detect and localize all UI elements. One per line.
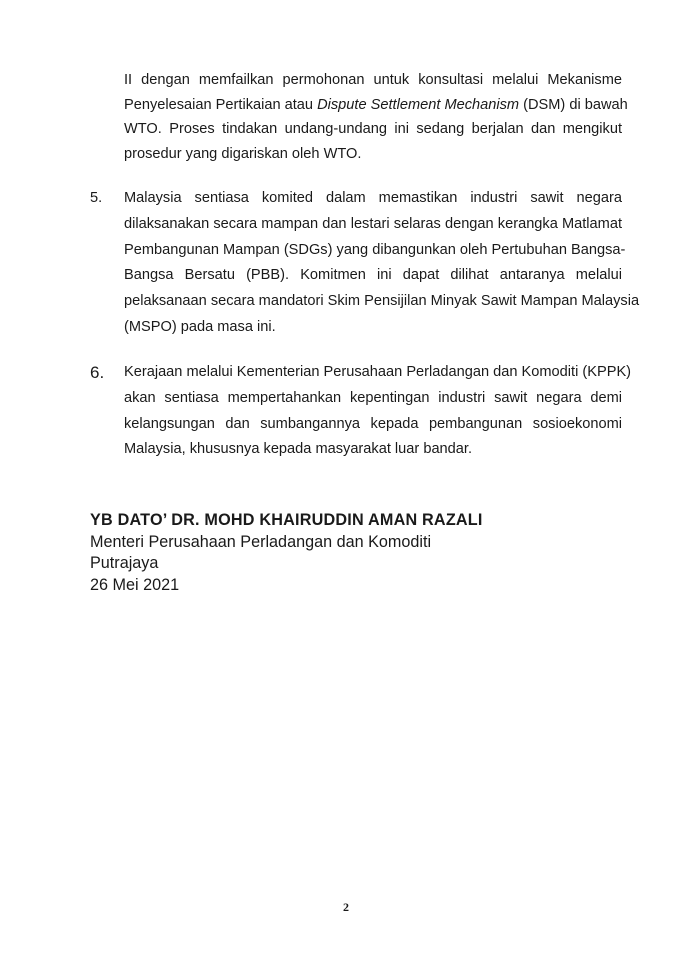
signature-place: Putrajaya <box>90 554 159 572</box>
paragraph-line: pelaksanaan secara mandatori Skim Pensijilan Minyak Sawit Mampan Malaysia <box>124 293 640 310</box>
paragraph-line: Kerajaan melalui Kementerian Perusahaan Perladangan dan Komoditi (KPPK) <box>124 364 632 380</box>
paragraph-line: dilaksanakan secara mampan dan lestari selaras dengan kerangka Matlamat <box>124 215 622 232</box>
page-number: 2 <box>343 900 349 914</box>
paragraph-line: akan sentiasa mempertahankan kepentingan industri sawit negara demi <box>124 389 622 406</box>
paragraph-number: 5. <box>90 190 103 206</box>
text-run: Penyelesaian Pertikaian atau <box>124 96 318 113</box>
paragraph-line: prosedur yang digariskan oleh WTO. <box>124 145 362 162</box>
paragraph-number: 6. <box>90 363 105 382</box>
continued-paragraph <box>124 68 628 166</box>
signatory-title: Menteri Perusahaan Perladangan dan Komoditi <box>90 532 432 551</box>
paragraph-line: Pembangunan Mampan (SDGs) yang dibangunkan oleh Pertubuhan Bangsa- <box>124 241 626 258</box>
signature-block <box>90 510 483 596</box>
signature-date: 26 Mei 2021 <box>90 575 180 594</box>
paragraph-line <box>124 93 628 118</box>
signatory-name: YB DATO’ DR. MOHD KHAIRUDDIN AMAN RAZALI <box>90 511 483 529</box>
paragraph-line: (MSPO) pada masa ini. <box>124 318 276 335</box>
paragraph-line: Bangsa Bersatu (PBB). Komitmen ini dapat dilihat antaranya melalui <box>124 267 622 284</box>
paragraph-body <box>124 186 640 341</box>
paragraph-body <box>124 360 632 463</box>
paragraph-line: Malaysia sentiasa komited dalam memastikan industri sawit negara <box>124 190 622 206</box>
paragraph-line: kelangsungan dan sumbangannya kepada pembangunan sosioekonomi <box>124 415 622 432</box>
paragraph-line: WTO. Proses tindakan undang-undang ini sedang berjalan dan mengikut <box>124 121 622 137</box>
text-run: (DSM) di bawah <box>519 96 628 113</box>
italic-term: Dispute Settlement Mechanism <box>317 96 520 113</box>
paragraph-line: Malaysia, khususnya kepada masyarakat luar bandar. <box>124 441 473 458</box>
paragraph-line: II dengan memfailkan permohonan untuk konsultasi melalui Mekanisme <box>124 72 622 88</box>
